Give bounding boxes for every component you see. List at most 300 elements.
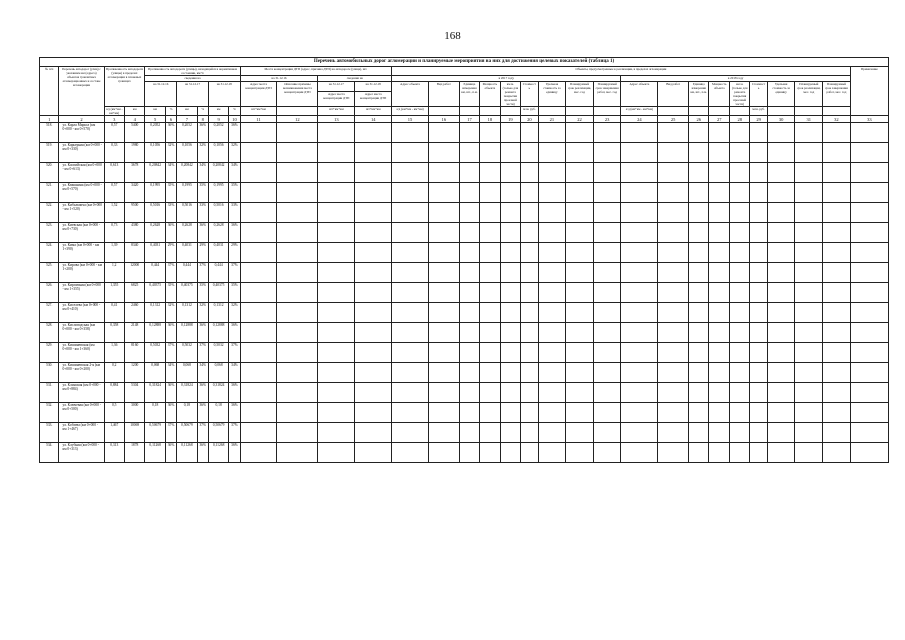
empty-cell bbox=[240, 183, 277, 203]
header-dtp-addr2: Адрес места концентрации ДТП bbox=[318, 92, 355, 107]
empty-cell bbox=[689, 283, 709, 303]
header-obj-addr-2017: Адрес объекта bbox=[392, 82, 429, 107]
empty-cell bbox=[480, 383, 500, 403]
empty-cell bbox=[850, 423, 888, 443]
column-number: 25 bbox=[658, 116, 689, 123]
empty-cell bbox=[593, 163, 621, 183]
empty-cell bbox=[428, 143, 459, 163]
empty-cell bbox=[500, 363, 520, 383]
empty-cell bbox=[240, 163, 277, 183]
empty-cell bbox=[355, 163, 392, 183]
empty-cell bbox=[428, 223, 459, 243]
cell-a: 0,20842 bbox=[145, 163, 165, 183]
cell-n: 525. bbox=[40, 263, 59, 283]
header-normative: Протяженность автодороги (улицы), находящейся в нормативном состоянии, км/% bbox=[145, 67, 240, 76]
column-number: 1 bbox=[40, 116, 59, 123]
empty-cell bbox=[823, 183, 851, 203]
header-unit-adr-2018: а/д (км+км - км+км) bbox=[621, 107, 658, 116]
empty-cell bbox=[566, 363, 594, 383]
empty-cell bbox=[428, 363, 459, 383]
empty-cell bbox=[500, 323, 520, 343]
table-row bbox=[40, 423, 889, 443]
cell-a: 0,1056 bbox=[145, 143, 165, 163]
cell-n: 518. bbox=[40, 123, 59, 143]
empty-cell bbox=[459, 383, 479, 403]
empty-cell bbox=[621, 383, 658, 403]
empty-cell bbox=[823, 343, 851, 363]
empty-cell bbox=[850, 283, 888, 303]
empty-cell bbox=[767, 203, 795, 223]
cell-a: 0,2052 bbox=[145, 123, 165, 143]
header-unit-adr-2017: а/д (км+км - км+км) bbox=[392, 107, 429, 116]
table-row bbox=[40, 163, 889, 183]
empty-cell bbox=[538, 163, 566, 183]
empty-cell bbox=[823, 363, 851, 383]
cell-n: 519. bbox=[40, 143, 59, 163]
cell-bp: 33% bbox=[197, 203, 208, 223]
empty-cell bbox=[795, 243, 823, 263]
cell-bp: 36% bbox=[197, 223, 208, 243]
column-number: 27 bbox=[709, 116, 729, 123]
empty-cell bbox=[355, 343, 392, 363]
header-cost-2017: Стоимость bbox=[521, 82, 538, 107]
empty-cell bbox=[355, 123, 392, 143]
empty-cell bbox=[277, 383, 318, 403]
empty-cell bbox=[795, 383, 823, 403]
empty-cell bbox=[729, 363, 749, 383]
cell-b: 0,12888 bbox=[177, 323, 197, 343]
empty-cell bbox=[850, 403, 888, 423]
empty-cell bbox=[318, 163, 355, 183]
header-unit-2018: Единица измерения км, шт., п.м. bbox=[689, 82, 709, 107]
empty-cell bbox=[658, 423, 689, 443]
empty-cell bbox=[767, 343, 795, 363]
empty-cell bbox=[729, 383, 749, 403]
empty-cell bbox=[823, 123, 851, 143]
empty-cell bbox=[729, 203, 749, 223]
cell-l1: 0,57 bbox=[104, 123, 124, 143]
empty-cell bbox=[318, 203, 355, 223]
cell-name: ул. Кибальчича (км 0+000 - км 1+520) bbox=[59, 203, 104, 223]
empty-cell bbox=[709, 323, 729, 343]
empty-cell bbox=[658, 243, 689, 263]
column-number: 32 bbox=[823, 116, 851, 123]
cell-bp: 36% bbox=[197, 443, 208, 463]
empty-cell bbox=[850, 183, 888, 203]
empty-cell bbox=[850, 143, 888, 163]
empty-cell bbox=[500, 163, 520, 183]
cell-l1: 0,2 bbox=[104, 363, 124, 383]
empty-cell bbox=[277, 203, 318, 223]
empty-cell bbox=[767, 163, 795, 183]
empty-cell bbox=[459, 303, 479, 323]
empty-cell bbox=[823, 383, 851, 403]
empty-cell bbox=[709, 183, 729, 203]
empty-cell bbox=[521, 163, 538, 183]
empty-cell bbox=[392, 123, 429, 143]
header-d3: на 31.12.18 bbox=[208, 82, 240, 107]
empty-cell bbox=[240, 323, 277, 343]
header-d1: на 31.12.16 bbox=[145, 82, 177, 107]
cell-l1: 0,41 bbox=[104, 303, 124, 323]
empty-cell bbox=[521, 283, 538, 303]
empty-cell bbox=[729, 443, 749, 463]
empty-cell bbox=[795, 203, 823, 223]
cell-c: 0,40375 bbox=[208, 283, 228, 303]
cell-ap: 36% bbox=[165, 403, 176, 423]
cell-l2: 10069 bbox=[124, 423, 144, 443]
empty-cell bbox=[318, 443, 355, 463]
empty-cell bbox=[767, 223, 795, 243]
empty-cell bbox=[428, 403, 459, 423]
cell-a: 0,1312 bbox=[145, 303, 165, 323]
cell-l1: 1,355 bbox=[104, 283, 124, 303]
empty-cell bbox=[593, 183, 621, 203]
cell-cp: 34% bbox=[229, 363, 240, 383]
column-number: 31 bbox=[795, 116, 823, 123]
empty-cell bbox=[277, 163, 318, 183]
empty-cell bbox=[355, 423, 392, 443]
empty-cell bbox=[709, 423, 729, 443]
empty-cell bbox=[355, 223, 392, 243]
table-row bbox=[40, 263, 889, 283]
empty-cell bbox=[428, 263, 459, 283]
cell-ap: 36% bbox=[165, 223, 176, 243]
cell-cp: 29% bbox=[229, 243, 240, 263]
cell-l1: 0,884 bbox=[104, 383, 124, 403]
empty-cell bbox=[593, 423, 621, 443]
empty-cell bbox=[318, 343, 355, 363]
empty-cell bbox=[355, 303, 392, 323]
empty-cell bbox=[767, 443, 795, 463]
cell-bp: 36% bbox=[197, 383, 208, 403]
cell-n: 528. bbox=[40, 323, 59, 343]
cell-c: 0,5016 bbox=[208, 203, 228, 223]
empty-cell bbox=[795, 403, 823, 423]
header-name: Перечень автодорог (улиц) с указанием км (адреса) объектов транзитных агломерационных и составе агломерации bbox=[59, 67, 104, 116]
empty-cell bbox=[850, 123, 888, 143]
header-unit-mln-2017: млн. руб. bbox=[521, 107, 538, 116]
empty-cell bbox=[392, 143, 429, 163]
empty-cell bbox=[355, 283, 392, 303]
empty-cell bbox=[459, 263, 479, 283]
empty-cell bbox=[277, 363, 318, 383]
empty-cell bbox=[621, 263, 658, 283]
cell-l1: 0,613 bbox=[104, 163, 124, 183]
cell-b: 0,5016 bbox=[177, 203, 197, 223]
empty-cell bbox=[621, 443, 658, 463]
cell-c: 0,11268 bbox=[208, 443, 228, 463]
empty-cell bbox=[480, 143, 500, 163]
empty-cell bbox=[240, 223, 277, 243]
empty-cell bbox=[521, 403, 538, 423]
empty-cell bbox=[658, 343, 689, 363]
cell-l2: 6825 bbox=[124, 283, 144, 303]
empty-cell bbox=[521, 343, 538, 363]
empty-cell bbox=[566, 323, 594, 343]
empty-cell bbox=[658, 283, 689, 303]
header-unit-km3: км bbox=[208, 107, 228, 116]
empty-cell bbox=[240, 283, 277, 303]
empty-cell bbox=[392, 363, 429, 383]
cell-l1: 0,5 bbox=[104, 403, 124, 423]
cell-a: 0,5016 bbox=[145, 203, 165, 223]
empty-cell bbox=[689, 323, 709, 343]
empty-cell bbox=[277, 303, 318, 323]
table-row bbox=[40, 323, 889, 343]
cell-a: 0,4031 bbox=[145, 243, 165, 263]
header-dtp-addr3: Адрес места концентрации ДТП bbox=[355, 92, 392, 107]
cell-bp: 36% bbox=[197, 123, 208, 143]
empty-cell bbox=[593, 343, 621, 363]
empty-cell bbox=[538, 183, 566, 203]
empty-cell bbox=[277, 143, 318, 163]
cell-bp: 37% bbox=[197, 263, 208, 283]
header-work-type-2017: Вид работ bbox=[428, 82, 459, 107]
table-row bbox=[40, 343, 889, 363]
empty-cell bbox=[658, 223, 689, 243]
table-row bbox=[40, 203, 889, 223]
empty-cell bbox=[709, 223, 729, 243]
empty-cell bbox=[823, 423, 851, 443]
cell-cp: 32% bbox=[229, 303, 240, 323]
empty-cell bbox=[593, 403, 621, 423]
empty-cell bbox=[729, 123, 749, 143]
empty-cell bbox=[621, 163, 658, 183]
empty-cell bbox=[823, 403, 851, 423]
cell-ap: 35% bbox=[165, 283, 176, 303]
empty-cell bbox=[428, 443, 459, 463]
empty-cell bbox=[566, 143, 594, 163]
empty-cell bbox=[459, 363, 479, 383]
cell-l1: 0,358 bbox=[104, 323, 124, 343]
empty-cell bbox=[850, 303, 888, 323]
cell-l2: 2460 bbox=[124, 303, 144, 323]
empty-cell bbox=[277, 123, 318, 143]
cell-name: ул. Кишиневская (км 0+000 - км 1+360) bbox=[59, 343, 104, 363]
empty-cell bbox=[392, 403, 429, 423]
cell-n: 534. bbox=[40, 443, 59, 463]
empty-cell bbox=[750, 243, 767, 263]
header-unit-pct3: % bbox=[229, 107, 240, 116]
empty-cell bbox=[729, 143, 749, 163]
empty-cell bbox=[459, 283, 479, 303]
empty-cell bbox=[500, 203, 520, 223]
empty-cell bbox=[593, 363, 621, 383]
empty-cell bbox=[767, 123, 795, 143]
roads-table bbox=[39, 57, 889, 463]
cell-l1: 0,33 bbox=[104, 143, 124, 163]
empty-cell bbox=[621, 123, 658, 143]
empty-cell bbox=[566, 443, 594, 463]
empty-cell bbox=[566, 283, 594, 303]
cell-l1: 1,2 bbox=[104, 263, 124, 283]
empty-cell bbox=[729, 403, 749, 423]
empty-cell bbox=[689, 423, 709, 443]
header-unit-adr: а/д (км+км - км+км) bbox=[105, 107, 123, 115]
empty-cell bbox=[709, 443, 729, 463]
empty-cell bbox=[767, 263, 795, 283]
table-row bbox=[40, 283, 889, 303]
header-cost-2018: Стоимость bbox=[750, 82, 767, 107]
header-capacity-2018: Мощность объекта bbox=[709, 82, 729, 107]
empty-cell bbox=[392, 203, 429, 223]
empty-cell bbox=[480, 363, 500, 383]
empty-cell bbox=[459, 143, 479, 163]
empty-cell bbox=[593, 243, 621, 263]
cell-name: ул. Карла Маркса (км 0+000 - км 0+570) bbox=[59, 123, 104, 143]
empty-cell bbox=[823, 283, 851, 303]
empty-cell bbox=[392, 183, 429, 203]
cell-l2: 1980 bbox=[124, 143, 144, 163]
empty-cell bbox=[823, 263, 851, 283]
column-number: 2 bbox=[59, 116, 104, 123]
empty-cell bbox=[621, 343, 658, 363]
empty-cell bbox=[480, 403, 500, 423]
empty-cell bbox=[593, 383, 621, 403]
column-number: 16 bbox=[428, 116, 459, 123]
cell-ap: 37% bbox=[165, 343, 176, 363]
header-dtp-d3: на 31.12.18 bbox=[355, 82, 392, 92]
cell-ap: 32% bbox=[165, 303, 176, 323]
empty-cell bbox=[521, 203, 538, 223]
empty-cell bbox=[538, 423, 566, 443]
cell-name: ул. Клинская (км 0+000 - км 0+884) bbox=[59, 383, 104, 403]
empty-cell bbox=[709, 203, 729, 223]
empty-cell bbox=[355, 183, 392, 203]
empty-cell bbox=[750, 383, 767, 403]
empty-cell bbox=[500, 123, 520, 143]
empty-cell bbox=[750, 223, 767, 243]
empty-cell bbox=[689, 383, 709, 403]
cell-ap: 37% bbox=[165, 263, 176, 283]
empty-cell bbox=[459, 423, 479, 443]
empty-cell bbox=[240, 443, 277, 463]
cell-c: 0,1312 bbox=[208, 303, 228, 323]
cell-ap: 36% bbox=[165, 383, 176, 403]
empty-cell bbox=[538, 443, 566, 463]
empty-cell bbox=[428, 243, 459, 263]
cell-l1: 0,57 bbox=[104, 183, 124, 203]
column-number: 15 bbox=[392, 116, 429, 123]
empty-cell bbox=[538, 223, 566, 243]
empty-cell bbox=[459, 123, 479, 143]
empty-cell bbox=[240, 123, 277, 143]
empty-cell bbox=[566, 423, 594, 443]
cell-n: 533. bbox=[40, 423, 59, 443]
column-number: 9 bbox=[208, 116, 228, 123]
empty-cell bbox=[621, 183, 658, 203]
empty-cell bbox=[729, 323, 749, 343]
empty-cell bbox=[795, 323, 823, 343]
empty-cell bbox=[709, 243, 729, 263]
empty-cell bbox=[277, 283, 318, 303]
empty-cell bbox=[240, 403, 277, 423]
empty-cell bbox=[392, 443, 429, 463]
cell-bp: 32% bbox=[197, 303, 208, 323]
header-n: № п/п bbox=[40, 67, 59, 116]
header-unit-shtuki2: шт+км+км bbox=[318, 107, 355, 116]
empty-cell bbox=[500, 263, 520, 283]
empty-cell bbox=[392, 283, 429, 303]
empty-cell bbox=[459, 243, 479, 263]
empty-cell bbox=[795, 223, 823, 243]
cell-a: 0,12888 bbox=[145, 323, 165, 343]
empty-cell bbox=[277, 443, 318, 463]
cell-ap: 33% bbox=[165, 203, 176, 223]
header-term2-2017: Планируемый срок завершения работ, мес. год bbox=[593, 82, 621, 107]
empty-cell bbox=[480, 183, 500, 203]
empty-cell bbox=[480, 243, 500, 263]
empty-cell bbox=[240, 263, 277, 283]
cell-name: ул. Каспийская (км 0+000 - км 0+613) bbox=[59, 163, 104, 183]
empty-cell bbox=[355, 243, 392, 263]
cell-l1: 1,39 bbox=[104, 243, 124, 263]
column-number: 11 bbox=[240, 116, 277, 123]
empty-cell bbox=[500, 223, 520, 243]
cell-b: 0,068 bbox=[177, 363, 197, 383]
cell-name: ул. Кишиневская 2-я (км 0+000 - км 0+200) bbox=[59, 363, 104, 383]
cell-bp: 35% bbox=[197, 283, 208, 303]
empty-cell bbox=[521, 383, 538, 403]
empty-cell bbox=[767, 363, 795, 383]
cell-a: 0,50679 bbox=[145, 423, 165, 443]
empty-cell bbox=[538, 123, 566, 143]
empty-cell bbox=[795, 343, 823, 363]
cell-n: 530. bbox=[40, 363, 59, 383]
empty-cell bbox=[750, 163, 767, 183]
empty-cell bbox=[658, 403, 689, 423]
cell-c: 0,1056 bbox=[208, 143, 228, 163]
cell-c: 0,12888 bbox=[208, 323, 228, 343]
empty-cell bbox=[355, 383, 392, 403]
empty-cell bbox=[593, 283, 621, 303]
cell-bp: 29% bbox=[197, 243, 208, 263]
header-year-2018: в 2018 году bbox=[621, 76, 850, 82]
column-number: 12 bbox=[277, 116, 318, 123]
header-capacity-2017: Мощность объекта bbox=[480, 82, 500, 107]
header-unitcost-2018: Удельная стоимость за единицу bbox=[767, 82, 795, 107]
header-dtp-cause: Описание причины возникновения места концентрации ДТП bbox=[277, 82, 318, 107]
cell-b: 0,11268 bbox=[177, 443, 197, 463]
empty-cell bbox=[428, 383, 459, 403]
empty-cell bbox=[500, 383, 520, 403]
empty-cell bbox=[240, 243, 277, 263]
empty-cell bbox=[823, 443, 851, 463]
cell-cp: 37% bbox=[229, 343, 240, 363]
empty-cell bbox=[850, 243, 888, 263]
empty-cell bbox=[689, 243, 709, 263]
empty-cell bbox=[709, 143, 729, 163]
cell-b: 0,1995 bbox=[177, 183, 197, 203]
cell-a: 0,068 bbox=[145, 363, 165, 383]
empty-cell bbox=[729, 163, 749, 183]
cell-cp: 36% bbox=[229, 403, 240, 423]
empty-cell bbox=[277, 423, 318, 443]
empty-cell bbox=[521, 323, 538, 343]
empty-cell bbox=[480, 343, 500, 363]
empty-cell bbox=[459, 343, 479, 363]
empty-cell bbox=[621, 143, 658, 163]
empty-cell bbox=[277, 183, 318, 203]
empty-cell bbox=[658, 323, 689, 343]
column-number: 19 bbox=[500, 116, 520, 123]
cell-ap: 37% bbox=[165, 423, 176, 443]
empty-cell bbox=[823, 243, 851, 263]
empty-cell bbox=[689, 163, 709, 183]
empty-cell bbox=[318, 383, 355, 403]
empty-cell bbox=[500, 423, 520, 443]
